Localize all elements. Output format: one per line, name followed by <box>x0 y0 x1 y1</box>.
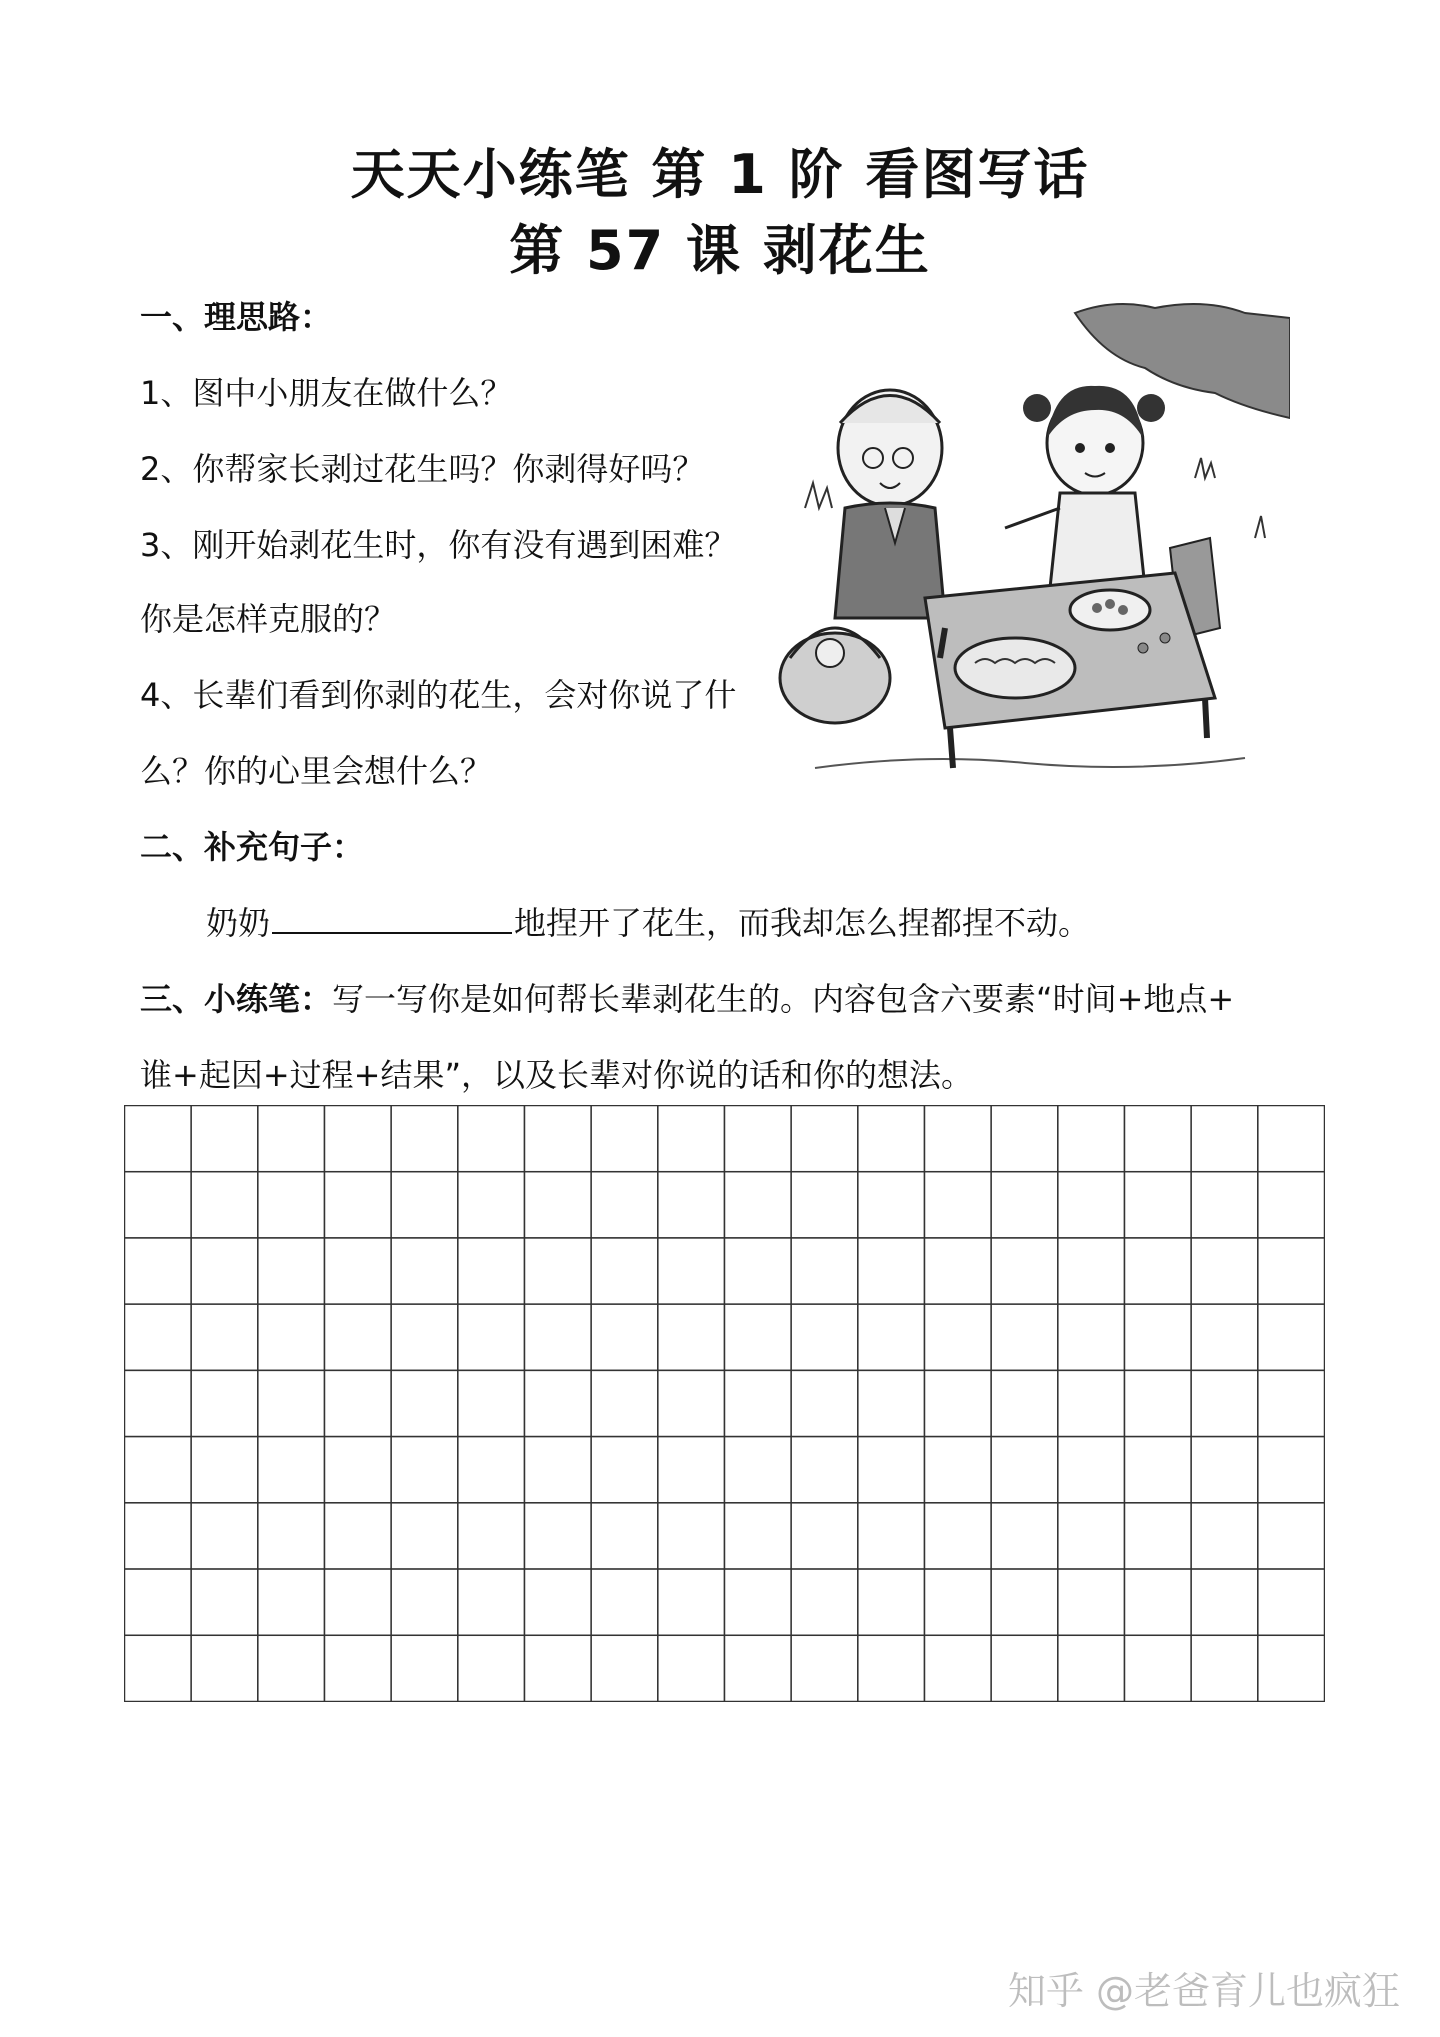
grid-cell[interactable] <box>258 1106 325 1172</box>
watermark: 知乎 @老爸育儿也疯狂 <box>1007 1969 1400 2013</box>
grid-cell[interactable] <box>125 1503 192 1569</box>
table <box>925 573 1215 768</box>
grid-cell[interactable] <box>1058 1238 1125 1304</box>
grid-cell[interactable] <box>125 1370 192 1436</box>
question-line: 3、刚开始剥花生时，你有没有遇到困难？ <box>140 526 737 564</box>
grid-cell[interactable] <box>125 1106 192 1172</box>
girl-figure <box>1005 386 1165 588</box>
grid-cell[interactable] <box>725 1503 792 1569</box>
grid-cell[interactable] <box>791 1503 858 1569</box>
grid-cell[interactable] <box>858 1437 925 1503</box>
grid-cell[interactable] <box>658 1569 725 1635</box>
grid-cell[interactable] <box>925 1437 992 1503</box>
grid-cell[interactable] <box>658 1238 725 1304</box>
grid-cell[interactable] <box>525 1635 592 1701</box>
grid-cell[interactable] <box>658 1304 725 1370</box>
grid-cell[interactable] <box>191 1106 258 1172</box>
grid-cell[interactable] <box>258 1172 325 1238</box>
lesson-title: 第 57 课 剥花生 <box>509 219 931 282</box>
grid-cell[interactable] <box>1191 1106 1258 1172</box>
grid-cell[interactable] <box>325 1503 392 1569</box>
grid-cell[interactable] <box>925 1238 992 1304</box>
section-heading-writing: 三、小练笔： <box>140 980 333 1018</box>
grid-cell[interactable] <box>458 1172 525 1238</box>
grid-cell[interactable] <box>791 1437 858 1503</box>
grid-cell[interactable] <box>191 1238 258 1304</box>
grid-cell[interactable] <box>1058 1172 1125 1238</box>
grid-cell[interactable] <box>1191 1172 1258 1238</box>
grid-cell[interactable] <box>325 1172 392 1238</box>
grid-cell[interactable] <box>125 1238 192 1304</box>
grid-cell[interactable] <box>325 1569 392 1635</box>
fill-blank[interactable] <box>272 902 512 934</box>
grid-cell[interactable] <box>1191 1437 1258 1503</box>
grid-cell[interactable] <box>858 1106 925 1172</box>
grid-cell[interactable] <box>525 1370 592 1436</box>
grid-cell[interactable] <box>1058 1370 1125 1436</box>
grid-cell[interactable] <box>991 1437 1058 1503</box>
basket <box>780 628 890 723</box>
grid-cell[interactable] <box>991 1238 1058 1304</box>
grid-cell[interactable] <box>325 1238 392 1304</box>
grid-cell[interactable] <box>791 1370 858 1436</box>
grid-cell[interactable] <box>1191 1370 1258 1436</box>
grid-cell[interactable] <box>591 1304 658 1370</box>
question-line: 么？你的心里会想什么？ <box>140 752 493 790</box>
grid-cell[interactable] <box>391 1635 458 1701</box>
grandma-child-peeling-peanuts-illustration <box>775 298 1290 790</box>
grid-cell[interactable] <box>525 1304 592 1370</box>
grid-cell[interactable] <box>1191 1569 1258 1635</box>
grid-cell[interactable] <box>191 1370 258 1436</box>
grid-cell[interactable] <box>858 1569 925 1635</box>
grid-cell[interactable] <box>925 1635 992 1701</box>
grid-cell[interactable] <box>1125 1238 1192 1304</box>
grid-cell[interactable] <box>991 1370 1058 1436</box>
grid-cell[interactable] <box>591 1569 658 1635</box>
grid-cell[interactable] <box>391 1106 458 1172</box>
grid-cell[interactable] <box>1191 1304 1258 1370</box>
question-line: 1、图中小朋友在做什么？ <box>140 374 513 412</box>
grid-cell[interactable] <box>258 1370 325 1436</box>
question-line: 你是怎样克服的？ <box>140 600 397 638</box>
grid-cell[interactable] <box>1258 1569 1325 1635</box>
grid-cell[interactable] <box>1258 1304 1325 1370</box>
grid-cell[interactable] <box>925 1106 992 1172</box>
section-heading-thinking: 一、理思路： <box>140 298 333 336</box>
grid-cell[interactable] <box>258 1304 325 1370</box>
grid-cell[interactable] <box>658 1172 725 1238</box>
grid-cell[interactable] <box>525 1569 592 1635</box>
grid-cell[interactable] <box>791 1304 858 1370</box>
grid-cell[interactable] <box>525 1437 592 1503</box>
grid-cell[interactable] <box>1058 1304 1125 1370</box>
grid-cell[interactable] <box>991 1106 1058 1172</box>
grid-cell[interactable] <box>858 1304 925 1370</box>
grid-cell[interactable] <box>191 1437 258 1503</box>
grid-cell[interactable] <box>791 1238 858 1304</box>
grid-cell[interactable] <box>858 1370 925 1436</box>
grid-cell[interactable] <box>191 1304 258 1370</box>
grid-cell[interactable] <box>458 1106 525 1172</box>
grid-cell[interactable] <box>458 1370 525 1436</box>
grid-cell[interactable] <box>725 1635 792 1701</box>
grid-cell[interactable] <box>925 1172 992 1238</box>
grid-cell[interactable] <box>1125 1437 1192 1503</box>
grid-cell[interactable] <box>391 1172 458 1238</box>
grid-cell[interactable] <box>658 1503 725 1569</box>
grid-cell[interactable] <box>391 1569 458 1635</box>
grid-cell[interactable] <box>591 1172 658 1238</box>
grid-cell[interactable] <box>325 1437 392 1503</box>
grid-cell[interactable] <box>1058 1569 1125 1635</box>
grid-cell[interactable] <box>991 1569 1058 1635</box>
grid-cell[interactable] <box>458 1238 525 1304</box>
grid-cell[interactable] <box>858 1238 925 1304</box>
grid-cell[interactable] <box>391 1370 458 1436</box>
grid-cell[interactable] <box>325 1635 392 1701</box>
grid-cell[interactable] <box>591 1635 658 1701</box>
grid-cell[interactable] <box>125 1437 192 1503</box>
grid-cell[interactable] <box>1191 1238 1258 1304</box>
writing-grid[interactable] <box>124 1105 1325 1702</box>
sentence-end: 地捏开了花生，而我却怎么捏都捏不动。 <box>514 904 1091 942</box>
grid-cell[interactable] <box>725 1370 792 1436</box>
grid-cell[interactable] <box>1258 1370 1325 1436</box>
grid-cell[interactable] <box>525 1503 592 1569</box>
ground-line <box>815 758 1245 768</box>
grid-cell[interactable] <box>391 1437 458 1503</box>
grid-cell[interactable] <box>1125 1172 1192 1238</box>
grid-cell[interactable] <box>858 1503 925 1569</box>
grandma-figure <box>835 390 945 618</box>
grid-cell[interactable] <box>391 1304 458 1370</box>
grid-cell[interactable] <box>925 1304 992 1370</box>
grid-cell[interactable] <box>658 1437 725 1503</box>
grid-cell[interactable] <box>458 1437 525 1503</box>
grid-cell[interactable] <box>1191 1635 1258 1701</box>
grid-cell[interactable] <box>325 1370 392 1436</box>
fill-in-sentence <box>206 898 1090 944</box>
section-heading-sentence: 二、补充句子： <box>140 828 365 866</box>
grid-cell[interactable] <box>1258 1238 1325 1304</box>
question-line: 4、长辈们看到你剥的花生，会对你说了什 <box>140 676 737 714</box>
grid-cell[interactable] <box>391 1238 458 1304</box>
grid-cell[interactable] <box>791 1569 858 1635</box>
grid-cell[interactable] <box>725 1569 792 1635</box>
grid-cell[interactable] <box>1125 1304 1192 1370</box>
grid-cell[interactable] <box>591 1238 658 1304</box>
grid-cell[interactable] <box>658 1370 725 1436</box>
sentence-start: 奶奶 <box>206 904 271 942</box>
grid-cell[interactable] <box>925 1569 992 1635</box>
grid-cell[interactable] <box>1258 1503 1325 1569</box>
grid-cell[interactable] <box>458 1304 525 1370</box>
grid-cell[interactable] <box>191 1503 258 1569</box>
worksheet-title: 天天小练笔 第 1 阶 看图写话 <box>350 143 1090 206</box>
grid-cell[interactable] <box>125 1635 192 1701</box>
grid-cell[interactable] <box>258 1437 325 1503</box>
grid-cell[interactable] <box>325 1304 392 1370</box>
grid-cell[interactable] <box>991 1635 1058 1701</box>
grid-cell[interactable] <box>1258 1635 1325 1701</box>
grid-cell[interactable] <box>1258 1106 1325 1172</box>
grid-cell[interactable] <box>1058 1106 1125 1172</box>
grid-cell[interactable] <box>658 1106 725 1172</box>
grid-cell[interactable] <box>591 1503 658 1569</box>
grid-cell[interactable] <box>658 1635 725 1701</box>
grid-cell[interactable] <box>458 1635 525 1701</box>
grid-cell[interactable] <box>525 1238 592 1304</box>
grid-cell[interactable] <box>1125 1635 1192 1701</box>
grid-cell[interactable] <box>191 1635 258 1701</box>
grid-cell[interactable] <box>1258 1172 1325 1238</box>
grid-cell[interactable] <box>525 1172 592 1238</box>
grid-cell[interactable] <box>1058 1635 1125 1701</box>
grid-cell[interactable] <box>258 1569 325 1635</box>
grid-cell[interactable] <box>458 1503 525 1569</box>
grid-cell[interactable] <box>525 1106 592 1172</box>
grid-cell[interactable] <box>258 1238 325 1304</box>
grid-cell[interactable] <box>1125 1569 1192 1635</box>
grid-cell[interactable] <box>125 1569 192 1635</box>
grid-cell[interactable] <box>191 1569 258 1635</box>
grid-cell[interactable] <box>125 1172 192 1238</box>
grid-cell[interactable] <box>258 1635 325 1701</box>
grid-cell[interactable] <box>725 1172 792 1238</box>
writing-prompt-continued: 谁+起因+过程+结果”，以及长辈对你说的话和你的想法。 <box>140 1056 974 1094</box>
grid-cell[interactable] <box>391 1503 458 1569</box>
grid-cell[interactable] <box>791 1635 858 1701</box>
grid-cell[interactable] <box>1191 1503 1258 1569</box>
grid-cell[interactable] <box>1058 1503 1125 1569</box>
grid-cell[interactable] <box>991 1503 1058 1569</box>
grid-cell[interactable] <box>1125 1503 1192 1569</box>
grid-cell[interactable] <box>791 1106 858 1172</box>
grid-cell[interactable] <box>925 1503 992 1569</box>
grid-cell[interactable] <box>725 1238 792 1304</box>
grid-cell[interactable] <box>1258 1437 1325 1503</box>
grid-cell[interactable] <box>991 1172 1058 1238</box>
grid-cell[interactable] <box>1125 1106 1192 1172</box>
grid-cell[interactable] <box>458 1569 525 1635</box>
grid-cell[interactable] <box>791 1172 858 1238</box>
grid-cell[interactable] <box>325 1106 392 1172</box>
grid-cell[interactable] <box>191 1172 258 1238</box>
grid-cell[interactable] <box>1125 1370 1192 1436</box>
grid-cell[interactable] <box>858 1635 925 1701</box>
grid-cell[interactable] <box>991 1304 1058 1370</box>
grid-cell[interactable] <box>725 1437 792 1503</box>
grid-cell[interactable] <box>1058 1437 1125 1503</box>
grid-cell[interactable] <box>258 1503 325 1569</box>
grid-cell[interactable] <box>125 1304 192 1370</box>
grid-cell[interactable] <box>858 1172 925 1238</box>
prompt-text: 写一写你是如何帮长辈剥花生的。内容包含六要素“时间+地点+ <box>332 980 1235 1018</box>
writing-prompt <box>140 974 1234 1020</box>
grid-cell[interactable] <box>725 1106 792 1172</box>
grid-cell[interactable] <box>925 1370 992 1436</box>
grid-cell[interactable] <box>591 1437 658 1503</box>
question-line: 2、你帮家长剥过花生吗？你剥得好吗？ <box>140 450 705 488</box>
grid-cell[interactable] <box>591 1106 658 1172</box>
grid-cell[interactable] <box>725 1304 792 1370</box>
grid-cell[interactable] <box>591 1370 658 1436</box>
